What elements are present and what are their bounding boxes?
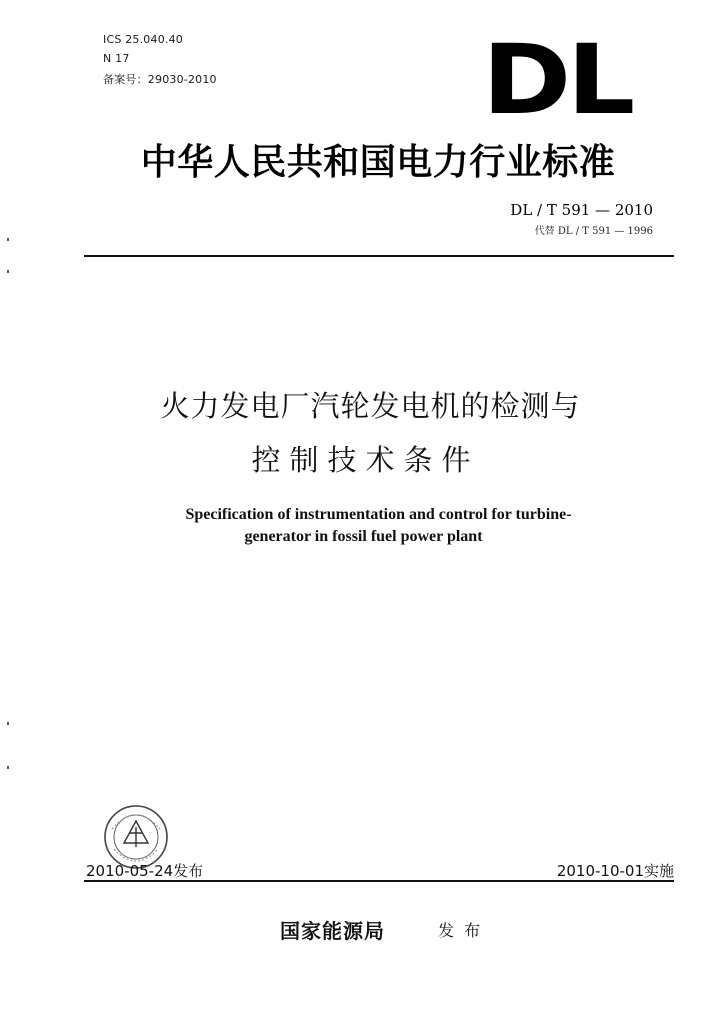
scan-speck: [7, 722, 9, 725]
standard-number: DL / T 591 — 2010: [510, 201, 653, 219]
record-number: 备案号：29030-2010: [103, 73, 217, 86]
replaces-standard: 代替 DL / T 591 — 1996: [534, 226, 653, 237]
title-english-line-1: Specification of instrumentation and control for turbine-: [185, 506, 572, 523]
ics-code: ICS 25.040.40: [103, 33, 183, 46]
issuing-action: 发布: [438, 921, 491, 940]
issuing-authority: 国家能源局: [280, 919, 385, 943]
dl-logo: DL: [482, 24, 631, 136]
title-chinese-line-1: 火力发电厂汽轮发电机的检测与: [160, 389, 581, 423]
footer-divider: [84, 880, 674, 882]
implementation-date: 2010-10-01实施: [556, 862, 674, 880]
header-divider: [84, 255, 674, 257]
scan-speck: [7, 766, 9, 769]
scan-speck: [7, 270, 9, 273]
title-english-line-2: generator in fossil fuel power plant: [244, 528, 483, 545]
standard-type-heading: 中华人民共和国电力行业标准: [140, 141, 616, 183]
scan-speck: [7, 238, 9, 241]
issue-date: 2010-05-24发布: [86, 862, 204, 880]
title-chinese-line-2: 控制技术条件: [251, 443, 480, 477]
ccs-code: N 17: [103, 52, 130, 65]
